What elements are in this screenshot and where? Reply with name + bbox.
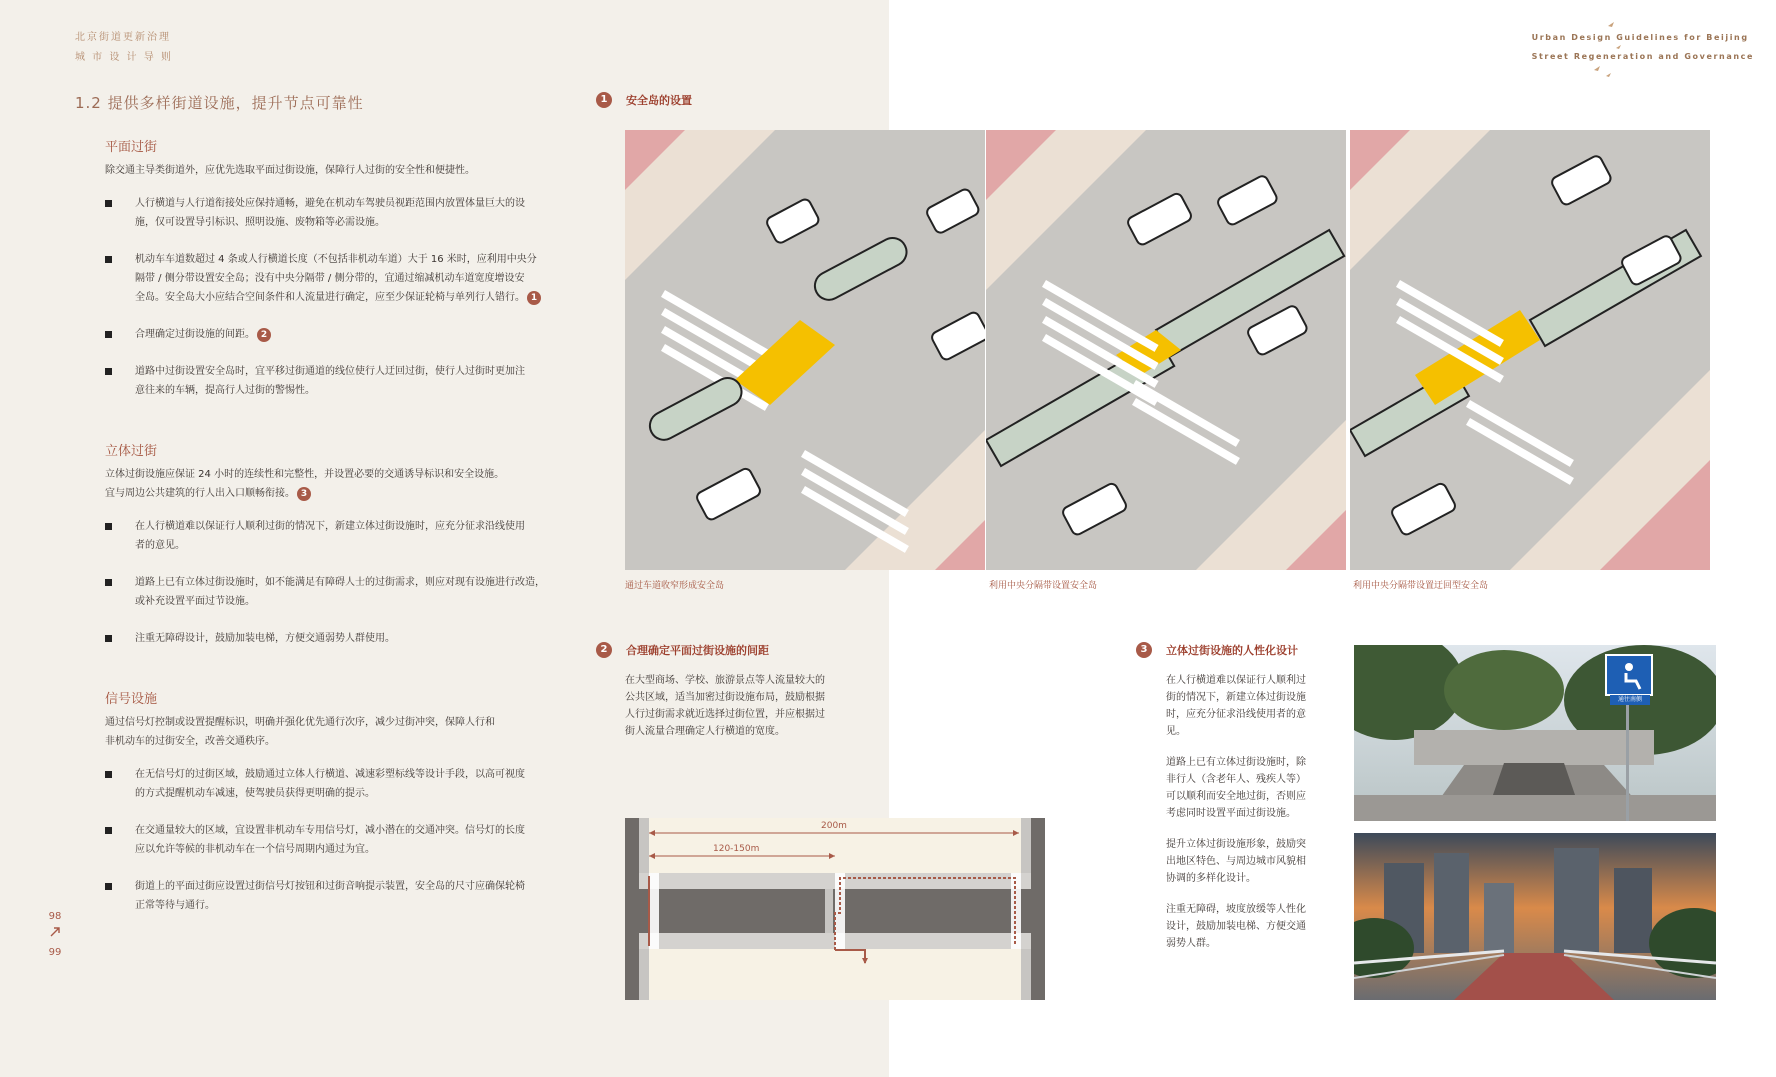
fig3-para: 在人行横道难以保证行人顺利过 街的情况下，新建立体过街设施 时，应充分征求沿线使用者的意 见。 — [1166, 675, 1306, 737]
signal-heading: 信号设施 — [105, 692, 158, 707]
page-arrow-icon — [45, 926, 65, 944]
fig1-caption-2: 利用中央分隔带设置安全岛 — [989, 581, 1098, 591]
fig1-caption-3: 利用中央分隔带设置迂回型安全岛 — [1353, 581, 1489, 591]
dimension-short: 120-150m — [713, 844, 760, 854]
flat-crossing-heading: 平面过街 — [105, 140, 158, 155]
grade-crossing-bullets — [105, 517, 565, 648]
bird-motif-icon — [1586, 18, 1626, 78]
list-item: 合理确定过街设施的间距。 2 — [105, 325, 565, 344]
list-item: 街道上的平面过街应设置过街信号灯按钮和过街音响提示装置，安全岛的尺寸应确保轮椅 正常等待与通行。 — [105, 877, 565, 915]
page-number-left: 98 — [48, 911, 62, 922]
grade-crossing-block — [105, 440, 565, 666]
crossing-spacing-diagram — [625, 818, 1045, 1000]
dimension-long: 200m — [821, 821, 847, 831]
figure-ref-badge[interactable]: 3 — [297, 487, 311, 501]
signal-block — [105, 688, 565, 933]
section-title: 1.2 提供多样街道设施，提升节点可靠性 — [75, 94, 364, 112]
signal-bullets — [105, 765, 565, 915]
fig3-title: 立体过街设施的人性化设计 — [1166, 644, 1298, 657]
list-item: 在交通量较大的区域，宜设置非机动车专用信号灯，减小潜在的交通冲突。信号灯的长度 应以允许等候的非机动车在一个信号周期内通过为宜。 — [105, 821, 565, 859]
list-item: 道路上已有立体过街设施时，如不能满足有障碍人士的过街需求，则应对现有设施进行改造， 或补充设置平面过节设施。 — [105, 573, 565, 611]
fig1-number-badge: 1 — [596, 92, 612, 108]
accessible-sign-label: 通往南侧 — [1610, 695, 1650, 705]
fig3-para: 道路上已有立体过街设施时，除 非行人（含老年人、残疾人等） 可以顺利而安全地过街，否则应 考虑同时设置平面过街设施。 — [1166, 757, 1306, 819]
list-item: 注重无障碍设计，鼓励加装电梯，方便交通弱势人群使用。 — [105, 629, 565, 648]
fig3-para: 注重无障碍，坡度放缓等人性化 设计，鼓励加装电梯、方便交通 弱势人群。 — [1166, 904, 1306, 949]
fig2-number-badge: 2 — [596, 642, 612, 658]
fig3-para: 提升立体过街设施形象，鼓励突 出地区特色、与周边城市风貌相 协调的多样化设计。 — [1166, 839, 1306, 884]
fig3-title-row — [1136, 642, 1298, 658]
flat-crossing-bullets — [105, 194, 565, 400]
list-item: 在无信号灯的过街区域，鼓励通过立体人行横道、减速彩塑标线等设计手段，以高可视度 的方式提醒机动车减速，使驾驶员获得更明确的提示。 — [105, 765, 565, 803]
list-item: 道路中过街设置安全岛时，宜平移过街通道的线位使行人迂回过街，使行人过街时更加注 意往来的车辆，提高行人过街的警惕性。 — [105, 362, 565, 400]
figure-ref-badge[interactable]: 1 — [527, 291, 541, 305]
photo-footbridge — [1354, 833, 1716, 1000]
running-head-left: 北京街道更新治理 城 市 设 计 导 则 — [75, 32, 173, 63]
fig1-title: 安全岛的设置 — [626, 94, 692, 107]
flat-crossing-intro: 除交通主导类街道外，应优先选取平面过街设施，保障行人过街的安全性和便捷性。 — [105, 165, 475, 176]
list-item: 机动车车道数超过 4 条或人行横道长度（不包括非机动车道）大于 16 米时，应利用中央分 隔带 / 侧分带设置安全岛；没有中央分隔带 / 侧分带的，宜通过缩减机动车道宽度增设安 全岛。安全岛大小应结合空间条件和人流量进行确定，应至少保证轮椅与单列行人错行。 1 — [105, 250, 565, 307]
page-number-right: 99 — [48, 947, 62, 958]
running-head-right: Urban Design Guidelines for Beijing Street Regeneration and Governance — [1531, 33, 1754, 61]
fig2-title: 合理确定平面过街设施的间距 — [626, 644, 769, 657]
fig1-caption-1: 通过车道收窄形成安全岛 — [625, 581, 725, 591]
figure-ref-badge[interactable]: 2 — [257, 328, 271, 342]
crossing-illustration-3 — [1350, 130, 1710, 570]
page-numbers — [45, 908, 65, 962]
flat-crossing-block — [105, 136, 565, 418]
signal-intro: 通过信号灯控制或设置提醒标识，明确并强化优先通行次序，减少过街冲突，保障人行和 非机动车的过街安全，改善交通秩序。 — [105, 717, 495, 747]
fig2-title-row — [596, 642, 769, 658]
list-item: 在人行横道难以保证行人顺利过街的情况下，新建立体过街设施时，应充分征求沿线使用 者的意见。 — [105, 517, 565, 555]
grade-crossing-intro: 立体过街设施应保证 24 小时的连续性和完整性，并设置必要的交通诱导标识和安全设施。 宜与周边公共建筑的行人出入口顺畅衔接。 3 — [105, 469, 505, 499]
list-item: 人行横道与人行道衔接处应保持通畅，避免在机动车驾驶员视距范围内放置体量巨大的设 施，仅可设置导引标识、照明设施、废物箱等必需设施。 — [105, 194, 565, 232]
crossing-illustration-1 — [625, 130, 985, 570]
grade-crossing-heading: 立体过街 — [105, 444, 158, 459]
fig2-description: 在大型商场、学校、旅游景点等人流量较大的 公共区域，适当加密过街设施布局，鼓励根据 人行过街需求就近选择过街位置，并应根据过 街人流量合理确定人行横道的宽度。 — [625, 675, 825, 737]
fig3-description — [1166, 672, 1326, 952]
fig1-title-row — [596, 92, 692, 108]
crossing-illustration-2 — [986, 130, 1346, 570]
photo-underpass — [1354, 645, 1716, 821]
fig3-number-badge: 3 — [1136, 642, 1152, 658]
